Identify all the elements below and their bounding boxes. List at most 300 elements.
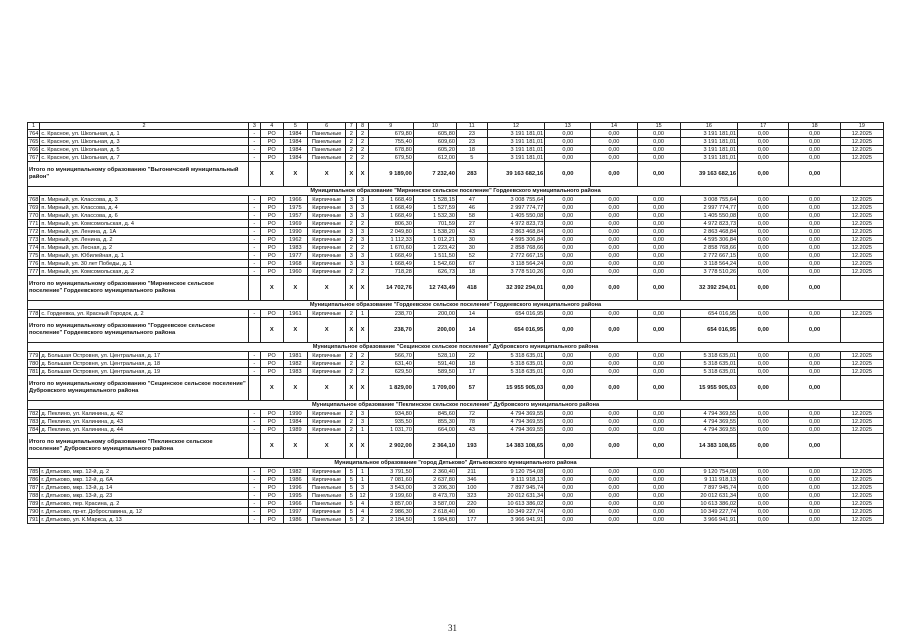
total-cell: Х — [283, 162, 308, 187]
section-header-row — [28, 187, 884, 196]
total-cell: 0,00 — [637, 376, 680, 401]
table-cell: 2 — [346, 368, 357, 376]
table-cell: 46 — [456, 204, 487, 212]
table-cell: 0,00 — [789, 130, 840, 138]
table-cell: 0,00 — [591, 352, 637, 360]
table-cell: 12.2025 — [840, 500, 883, 508]
table-cell: 0,00 — [789, 368, 840, 376]
table-cell: Кирпичные — [308, 418, 346, 426]
total-cell: 200,00 — [413, 318, 456, 343]
table-cell: 1984 — [283, 154, 308, 162]
table-cell: 12.2025 — [840, 130, 883, 138]
table-cell: 1968 — [283, 260, 308, 268]
table-cell: - — [248, 260, 260, 268]
total-cell: Х — [357, 376, 368, 401]
total-cell: 39 163 682,16 — [487, 162, 544, 187]
table-cell: 2 — [357, 138, 368, 146]
table-cell: 0,00 — [789, 146, 840, 154]
table-cell: 0,00 — [591, 204, 637, 212]
table-cell: 1 012,21 — [413, 236, 456, 244]
table-cell: - — [248, 492, 260, 500]
table-cell: 528,10 — [413, 352, 456, 360]
table-cell: 3 — [357, 418, 368, 426]
table-cell: 9 120 754,08 — [680, 468, 737, 476]
table-cell: 0,00 — [789, 508, 840, 516]
table-cell: 3 118 564,24 — [487, 260, 544, 268]
table-cell: 12.2025 — [840, 154, 883, 162]
table-cell: 0,00 — [545, 484, 591, 492]
table-cell: 3 966 941,91 — [487, 516, 544, 524]
table-cell: 12.2025 — [840, 468, 883, 476]
table-cell: 72 — [456, 410, 487, 418]
table-cell: 0,00 — [545, 418, 591, 426]
total-cell: 14 383 108,65 — [487, 434, 544, 459]
total-label: Итого по муниципальному образованию "Выгоничский муниципальный район" — [28, 162, 249, 187]
table-cell: 2 — [346, 410, 357, 418]
table-cell: 3 206,30 — [413, 484, 456, 492]
table-cell: 0,00 — [789, 220, 840, 228]
table-cell: 12.2025 — [840, 252, 883, 260]
table-row — [28, 196, 884, 204]
table-cell: 10 349 227,74 — [487, 508, 544, 516]
total-cell: 57 — [456, 376, 487, 401]
table-cell: 0,00 — [545, 508, 591, 516]
table-cell: 0,00 — [789, 236, 840, 244]
total-cell: 14 — [456, 318, 487, 343]
table-cell: 0,00 — [545, 368, 591, 376]
table-cell: 47 — [456, 196, 487, 204]
table-cell: Кирпичные — [308, 236, 346, 244]
table-cell: - — [248, 268, 260, 276]
table-cell: 718,28 — [368, 268, 413, 276]
table-cell: 0,00 — [545, 500, 591, 508]
table-row — [28, 154, 884, 162]
table-cell: 67 — [456, 260, 487, 268]
table-cell: 2 — [357, 220, 368, 228]
total-cell: 0,00 — [738, 318, 789, 343]
total-label: Итого по муниципальному образованию "Пеклинское сельское поселение" Дубровского муниципального района — [28, 434, 249, 459]
table-cell: 17 — [456, 368, 487, 376]
table-cell: 3 — [357, 252, 368, 260]
table-cell: п. Мирный, ул. Лесная, д. 2 — [40, 244, 248, 252]
table-cell: 631,40 — [368, 360, 413, 368]
table-cell: 12.2025 — [840, 426, 883, 434]
table-cell: 768 — [29, 196, 39, 203]
table-cell: 765 — [29, 138, 39, 145]
table-cell: РО — [260, 508, 283, 516]
table-cell: 0,00 — [789, 310, 840, 318]
table-cell: 791 — [29, 516, 39, 523]
table-cell: 0,00 — [738, 220, 789, 228]
table-cell: 4 972 823,73 — [487, 220, 544, 228]
total-row — [28, 162, 884, 187]
table-cell: 0,00 — [789, 260, 840, 268]
table-cell: 654 016,95 — [487, 310, 544, 318]
table-cell: - — [248, 146, 260, 154]
table-cell: 781 — [29, 368, 39, 375]
table-cell: 0,00 — [545, 212, 591, 220]
total-cell: 7 232,40 — [413, 162, 456, 187]
table-cell: Кирпичные — [308, 426, 346, 434]
table-cell: 12.2025 — [840, 268, 883, 276]
table-cell: 0,00 — [637, 260, 680, 268]
table-cell: п. Мирный, ул. Классова, д. 4 — [40, 204, 248, 212]
table-cell: 9 120 754,08 — [487, 468, 544, 476]
table-cell: п. Мирный, ул. Классова, д. 6 — [40, 212, 248, 220]
table-cell: 18 — [456, 360, 487, 368]
table-cell: 1 542,60 — [413, 260, 456, 268]
table-cell: 1986 — [283, 476, 308, 484]
table-cell: г. Дятьково, мкр. 13-й, д. 23 — [40, 492, 248, 500]
table-row — [28, 508, 884, 516]
table-cell: 0,00 — [545, 228, 591, 236]
total-cell: 0,00 — [637, 162, 680, 187]
table-cell: 0,00 — [637, 410, 680, 418]
table-cell: 12.2025 — [840, 508, 883, 516]
table-row — [28, 252, 884, 260]
table-cell: 3 118 564,24 — [680, 260, 737, 268]
table-cell: - — [248, 220, 260, 228]
table-cell: 3 543,00 — [368, 484, 413, 492]
table-cell: 664,00 — [413, 426, 456, 434]
table-cell: с. Красное, ул. Школьная, д. 7 — [40, 154, 248, 162]
table-cell: 2 — [357, 130, 368, 138]
table-cell: г. Дятьково, мкр. 12-й, д. 6А — [40, 476, 248, 484]
total-cell: 32 392 294,01 — [680, 276, 737, 301]
total-cell: 238,70 — [368, 318, 413, 343]
table-row — [28, 492, 884, 500]
table-cell: 12.2025 — [840, 492, 883, 500]
section-title: Муниципальное образование "Гордеевское сельское поселение" Гордеевского муниципального района — [28, 301, 884, 310]
column-number: 9 — [368, 123, 413, 130]
table-cell: 3 778 510,26 — [487, 268, 544, 276]
table-cell: 12.2025 — [840, 476, 883, 484]
table-cell: 2 986,30 — [368, 508, 413, 516]
table-cell: 2 — [346, 244, 357, 252]
table-cell: 769 — [29, 204, 39, 211]
total-cell: 0,00 — [545, 276, 591, 301]
table-cell: 778 — [29, 310, 39, 317]
table-cell: 1986 — [283, 516, 308, 524]
total-cell: Х — [308, 434, 346, 459]
table-cell: - — [248, 196, 260, 204]
section-title: Муниципальное образование "город Дятьково" Дятьковского муниципального района — [28, 459, 884, 468]
table-cell: - — [248, 508, 260, 516]
table-cell: 1 668,49 — [368, 252, 413, 260]
page-number: 31 — [448, 623, 457, 633]
column-number: 16 — [680, 123, 737, 130]
table-cell: - — [248, 484, 260, 492]
table-cell: - — [248, 476, 260, 484]
section-header-row — [28, 459, 884, 468]
table-cell: 12.2025 — [840, 260, 883, 268]
total-cell — [840, 434, 883, 459]
table-cell: д. Большая Островня, ул. Центральная, д. 17 — [40, 352, 248, 360]
table-cell: 774 — [29, 244, 39, 251]
table-cell: 5 318 635,01 — [680, 368, 737, 376]
table-cell: 766 — [29, 146, 39, 153]
table-cell: 0,00 — [789, 426, 840, 434]
table-cell: с. Красное, ул. Школьная, д. 3 — [40, 138, 248, 146]
table-cell: с. Красное, ул. Школьная, д. 1 — [40, 130, 248, 138]
table-cell: 1989 — [283, 426, 308, 434]
table-cell: 782 — [29, 410, 39, 417]
table-cell: 0,00 — [738, 212, 789, 220]
table-cell: РО — [260, 220, 283, 228]
table-cell: 0,00 — [738, 138, 789, 146]
table-cell: 0,00 — [591, 426, 637, 434]
section-header-row — [28, 301, 884, 310]
table-cell: 3 — [357, 410, 368, 418]
table-cell: Панельные — [308, 154, 346, 162]
column-number: 4 — [260, 123, 283, 130]
table-cell: Кирпичные — [308, 260, 346, 268]
table-cell: 0,00 — [545, 410, 591, 418]
total-cell: 0,00 — [738, 434, 789, 459]
column-number: 14 — [591, 123, 637, 130]
table-cell: 0,00 — [637, 352, 680, 360]
table-cell: с. Красное, ул. Школьная, д. 5 — [40, 146, 248, 154]
column-number: 1 — [28, 123, 40, 130]
table-cell: 3 — [346, 260, 357, 268]
table-cell: с. Гордеевка, ул. Красный Городок, д. 2 — [40, 310, 248, 318]
table-cell: Кирпичные — [308, 204, 346, 212]
table-cell: 1982 — [283, 468, 308, 476]
table-row — [28, 516, 884, 524]
table-cell: 4 794 369,55 — [680, 418, 737, 426]
table-cell: 0,00 — [545, 360, 591, 368]
table-cell: 0,00 — [637, 252, 680, 260]
table-cell: 0,00 — [789, 268, 840, 276]
table-cell: 0,00 — [738, 244, 789, 252]
total-cell: 2 364,10 — [413, 434, 456, 459]
table-cell: 785 — [29, 468, 39, 475]
table-cell: - — [248, 252, 260, 260]
table-cell: 845,60 — [413, 410, 456, 418]
table-row — [28, 228, 884, 236]
table-cell: 177 — [456, 516, 487, 524]
table-cell: 0,00 — [738, 468, 789, 476]
table-cell: Панельные — [308, 138, 346, 146]
table-cell: 1984 — [283, 138, 308, 146]
table-cell: 2 — [357, 516, 368, 524]
table-cell: г. Дятьково, пер. Красина, д. 2 — [40, 500, 248, 508]
table-cell: 771 — [29, 220, 39, 227]
table-cell: 3 — [346, 196, 357, 204]
table-cell: РО — [260, 368, 283, 376]
table-cell: 346 — [456, 476, 487, 484]
total-cell: Х — [308, 276, 346, 301]
table-cell: 0,00 — [789, 252, 840, 260]
total-cell: Х — [260, 162, 283, 187]
table-cell: 1966 — [283, 196, 308, 204]
table-cell: РО — [260, 236, 283, 244]
table-cell: Кирпичные — [308, 368, 346, 376]
table-cell: 0,00 — [591, 220, 637, 228]
table-cell: 0,00 — [591, 260, 637, 268]
column-number: 8 — [357, 123, 368, 130]
table-cell: 1 668,49 — [368, 204, 413, 212]
table-cell: Панельные — [308, 146, 346, 154]
table-cell: 3 587,00 — [413, 500, 456, 508]
table-cell: 0,00 — [545, 130, 591, 138]
table-cell: 0,00 — [789, 352, 840, 360]
total-label: Итого по муниципальному образованию "Мирнинское сельское поселение" Гордеевского муниципального района — [28, 276, 249, 301]
total-cell: 0,00 — [591, 162, 637, 187]
total-cell: Х — [308, 376, 346, 401]
table-cell: 3 191 181,01 — [487, 130, 544, 138]
table-cell: 1983 — [283, 244, 308, 252]
table-cell: РО — [260, 468, 283, 476]
table-cell: 1960 — [283, 268, 308, 276]
table-cell: 566,70 — [368, 352, 413, 360]
table-row — [28, 260, 884, 268]
table-cell: 1969 — [283, 220, 308, 228]
table-cell: 52 — [456, 252, 487, 260]
total-cell — [840, 162, 883, 187]
table-cell: 0,00 — [591, 228, 637, 236]
table-cell: 23 — [456, 130, 487, 138]
table-cell: 20 012 631,34 — [680, 492, 737, 500]
column-number: 12 — [487, 123, 544, 130]
table-cell: 3 191 181,01 — [487, 146, 544, 154]
table-cell: 1 031,70 — [368, 426, 413, 434]
table-cell: 4 595 306,84 — [487, 236, 544, 244]
total-cell: 0,00 — [789, 318, 840, 343]
table-cell: 3 — [346, 204, 357, 212]
table-cell: 2 — [346, 138, 357, 146]
table-cell: 0,00 — [789, 410, 840, 418]
table-cell: 3 191 181,01 — [680, 130, 737, 138]
table-cell: 5 318 635,01 — [487, 368, 544, 376]
table-cell: 2 — [346, 146, 357, 154]
table-cell: - — [248, 410, 260, 418]
table-cell: 0,00 — [789, 484, 840, 492]
table-row — [28, 426, 884, 434]
total-cell — [840, 276, 883, 301]
table-cell: д. Большая Островня, ул. Центральная, д. 18 — [40, 360, 248, 368]
table-cell: 10 613 386,02 — [487, 500, 544, 508]
table-cell: - — [248, 352, 260, 360]
table-cell: РО — [260, 360, 283, 368]
table-row — [28, 500, 884, 508]
total-row — [28, 376, 884, 401]
table-cell: 626,73 — [413, 268, 456, 276]
table-cell: Панельные — [308, 492, 346, 500]
table-cell: 0,00 — [789, 468, 840, 476]
table-cell: 2 637,80 — [413, 476, 456, 484]
total-cell: 14 702,76 — [368, 276, 413, 301]
total-cell: 0,00 — [789, 434, 840, 459]
table-cell: 5 — [456, 154, 487, 162]
total-row — [28, 434, 884, 459]
table-cell: - — [248, 228, 260, 236]
total-cell: 0,00 — [789, 162, 840, 187]
total-cell: Х — [283, 318, 308, 343]
total-cell: Х — [283, 434, 308, 459]
table-cell: 679,50 — [368, 154, 413, 162]
table-cell: 2 772 667,15 — [487, 252, 544, 260]
total-cell — [248, 162, 260, 187]
column-number: 13 — [545, 123, 591, 130]
table-cell: 4 794 369,55 — [487, 410, 544, 418]
table-cell: 1966 — [283, 500, 308, 508]
table-cell: 3 778 510,26 — [680, 268, 737, 276]
total-cell: Х — [260, 318, 283, 343]
table-cell: 22 — [456, 352, 487, 360]
total-cell: 15 955 905,03 — [680, 376, 737, 401]
table-cell: 3 — [346, 228, 357, 236]
table-cell: 0,00 — [738, 196, 789, 204]
table-cell: 1 — [357, 468, 368, 476]
table-cell: 786 — [29, 476, 39, 483]
table-cell: РО — [260, 484, 283, 492]
table-cell: 2 — [346, 130, 357, 138]
total-cell: 0,00 — [591, 276, 637, 301]
table-cell: Кирпичные — [308, 468, 346, 476]
table-cell: 0,00 — [738, 268, 789, 276]
total-cell: 0,00 — [591, 434, 637, 459]
table-cell: 605,20 — [413, 146, 456, 154]
table-cell: 2 772 667,15 — [680, 252, 737, 260]
table-cell: 0,00 — [738, 252, 789, 260]
table-cell: 1984 — [283, 146, 308, 154]
table-cell: 3 — [346, 212, 357, 220]
table-cell: 100 — [456, 484, 487, 492]
table-cell: 0,00 — [738, 130, 789, 138]
table-cell: 1984 — [283, 418, 308, 426]
table-cell: 2 — [346, 418, 357, 426]
table-cell: Кирпичные — [308, 410, 346, 418]
total-label: Итого по муниципальному образованию "Сещинское сельское поселение" Дубровского муниципального района — [28, 376, 249, 401]
total-cell: Х — [346, 434, 357, 459]
table-cell: 12.2025 — [840, 196, 883, 204]
table-cell: 0,00 — [637, 360, 680, 368]
table-row — [28, 476, 884, 484]
total-cell: Х — [308, 162, 346, 187]
total-cell — [840, 318, 883, 343]
table-cell: 0,00 — [738, 426, 789, 434]
total-cell: 0,00 — [545, 376, 591, 401]
total-cell — [248, 318, 260, 343]
table-cell: - — [248, 426, 260, 434]
table-row — [28, 244, 884, 252]
column-number: 6 — [308, 123, 346, 130]
table-cell: РО — [260, 130, 283, 138]
table-cell: 0,00 — [545, 492, 591, 500]
table-row — [28, 146, 884, 154]
section-header-row — [28, 343, 884, 352]
table-cell: 5 — [346, 508, 357, 516]
table-cell: 12 — [357, 492, 368, 500]
total-cell: 654 016,95 — [680, 318, 737, 343]
table-cell: 772 — [29, 228, 39, 235]
table-cell: 3 191 181,01 — [680, 154, 737, 162]
table-cell: 1981 — [283, 352, 308, 360]
total-cell: 2 902,00 — [368, 434, 413, 459]
table-cell: - — [248, 204, 260, 212]
total-cell — [840, 376, 883, 401]
table-cell: 0,00 — [738, 352, 789, 360]
table-cell: 629,50 — [368, 368, 413, 376]
table-cell: д. Пеклино, ул. Калинина, д. 43 — [40, 418, 248, 426]
table-cell: 0,00 — [591, 130, 637, 138]
table-cell: 1 405 550,08 — [680, 212, 737, 220]
table-cell: 767 — [29, 154, 39, 161]
table-cell: 3 008 755,64 — [487, 196, 544, 204]
table-cell: 1 668,49 — [368, 212, 413, 220]
table-cell: 1 670,60 — [368, 244, 413, 252]
